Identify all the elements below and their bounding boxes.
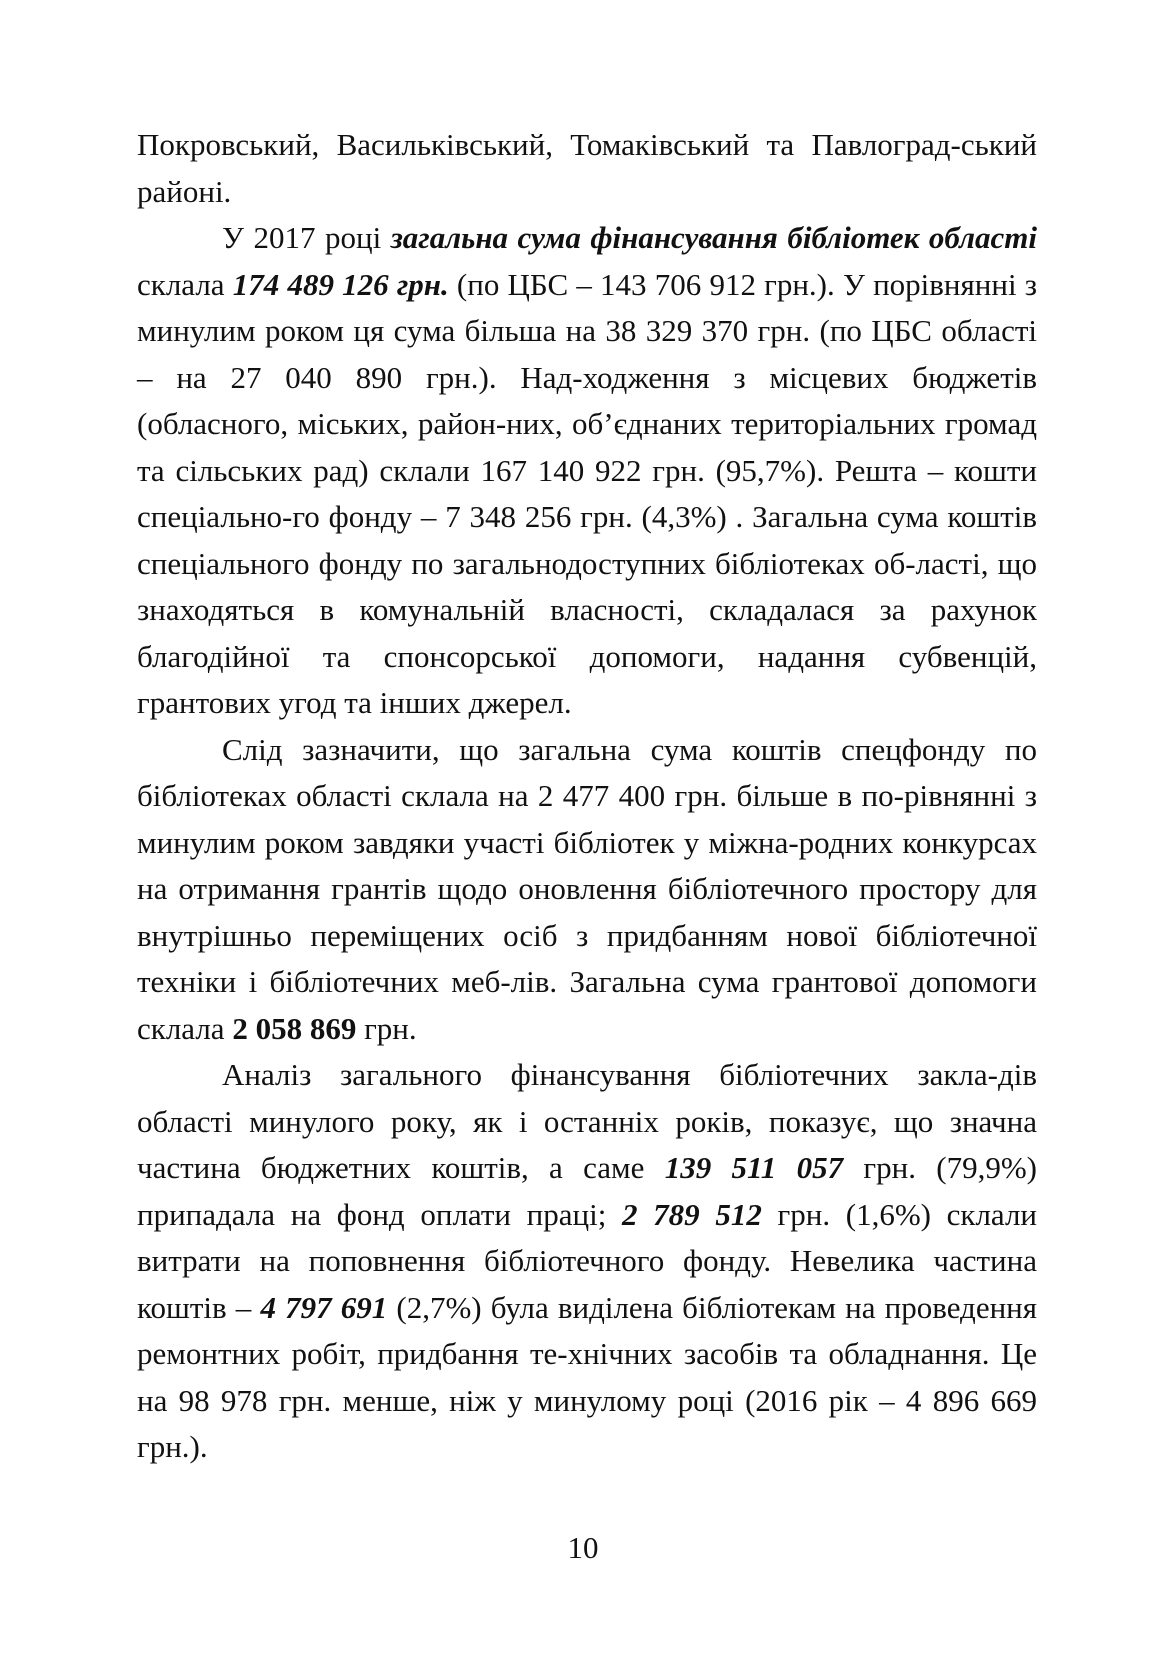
emphasis-text: загальна сума фінансування бібліотек області bbox=[390, 220, 1037, 255]
emphasis-amount: 2 789 512 bbox=[622, 1196, 762, 1232]
text-run: грн. bbox=[356, 1010, 417, 1046]
text-run: Покровський, Васильківський, Томаківський та Павлоград-ський районі. bbox=[137, 127, 1037, 209]
emphasis-amount: 4 797 691 bbox=[260, 1289, 388, 1325]
emphasis-amount: 139 511 057 bbox=[664, 1150, 844, 1185]
text-run: Аналіз загального фінансування бібліотечних закла-дів області минулого року, як і останніх років, показує, що значна частина бюджетних коштів, а саме bbox=[137, 1057, 1037, 1185]
paragraph-1 bbox=[137, 122, 1037, 215]
page-number: 10 bbox=[567, 1530, 599, 1565]
text-run: (по ЦБС – 143 706 912 грн.). У порівнянні з минулим роком ця сума більша на 38 329 370 грн. (по ЦБС області – на 27 040 890 грн.). Над-ходження з місцевих бюджетів (обласного, міських, район-них, об’єднаних територіальних громад та сільських рад) склали 167 140 922 грн. (95,7%). Решта – кошти спеціально-го фонду – 7 348 256 грн. (4,3%) . Загальна сума коштів спеціального фонду по загальнодоступних бібліотеках об-ласті, що знаходяться в комунальній власності, складалася за рахунок благодійної та спонсорської допомоги, надання субвенцій, грантових угод та інших джерел. bbox=[137, 266, 1038, 720]
paragraph-4 bbox=[137, 1052, 1037, 1471]
emphasis-amount: 174 489 126 грн. bbox=[232, 266, 449, 302]
bold-amount: 2 058 869 bbox=[232, 1010, 357, 1046]
text-run: Слід зазначити, що загальна сума коштів спецфонду по бібліотеках області склала на 2 477 400 грн. більше в по-рівнянні з минулим роком завдяки участі бібліотек у міжна-родних конкурсах на отримання грантів щодо оновлення бібліотечного простору для внутрішньо переміщених осіб з придбанням нової бібліотечної техніки і бібліотечних меб-лів. Загальна сума грантової допомоги склала bbox=[137, 731, 1037, 1046]
paragraph-2 bbox=[137, 215, 1037, 727]
text-run: грн. (1,6%) склали витрати на поповнення бібліотечного фонду. Невелика частина коштів – bbox=[137, 1196, 1038, 1325]
text-run: грн. (79,9%) припадала на фонд оплати праці; bbox=[137, 1150, 1037, 1232]
text-run: (2,7%) була виділена бібліотекам на проведення ремонтних робіт, придбання те-хнічних засобів та обладнання. Це на 98 978 грн. менше, ніж у минулому році (2016 рік – 4 896 669 грн.). bbox=[137, 1289, 1038, 1464]
paragraph-3 bbox=[137, 727, 1037, 1053]
text-run: склала bbox=[137, 266, 233, 302]
body-text bbox=[137, 122, 1037, 1471]
text-run: У 2017 році bbox=[222, 220, 391, 255]
